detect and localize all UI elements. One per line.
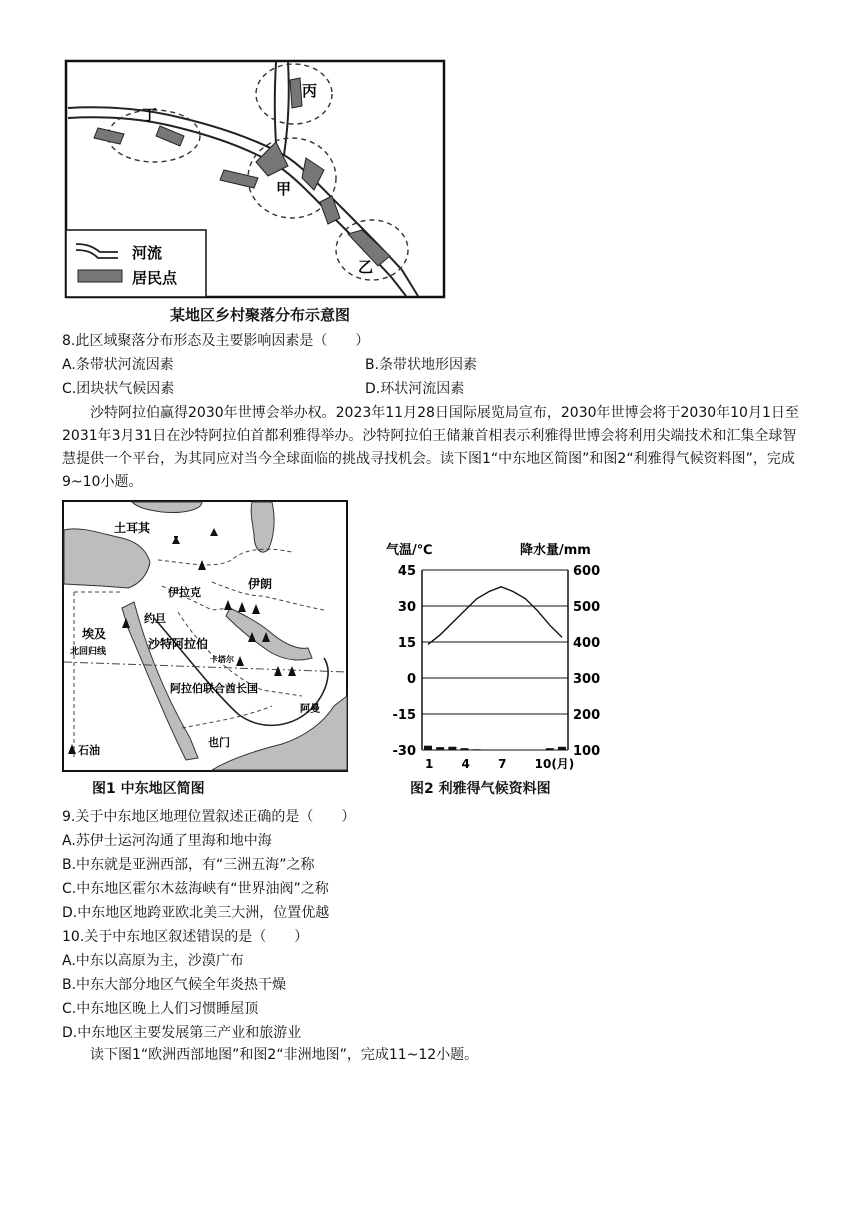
precip-bar	[436, 747, 444, 750]
left-tick-label: 45	[397, 564, 416, 579]
left-tick-label: 30	[397, 600, 416, 615]
right-tick-label: 300	[573, 672, 601, 687]
q10-stem: 10.关于中东地区叙述错误的是（ ）	[62, 929, 309, 945]
legend-settlement: 居民点	[132, 269, 178, 287]
q9-option-b: B.中东就是亚洲西部，有“三洲五海”之称	[62, 857, 315, 873]
settlement-figure	[62, 58, 448, 300]
precip-bar	[448, 747, 456, 750]
right-axis-title: 降水量/mm	[520, 543, 591, 558]
map-label-jordan: 约旦	[144, 612, 166, 625]
precip-bar	[424, 746, 432, 750]
left-tick-label: 0	[406, 672, 416, 687]
precip-bar	[558, 747, 566, 750]
middle-east-map	[62, 500, 348, 772]
intro-paragraph-1: 沙特阿拉伯赢得2030年世博会举办权。2023年11月28日国际展览局宣布，2030年世博会将于2030年10月1日至2031年3月31日在沙特阿拉伯首都利雅得举办。沙特阿拉伯王储兼首相表示利雅得世博会将利用尖端技术和汇集全球智慧提供一个平台，为其同应对当今全球面临的挑战寻找机会。读下图1“中东地区简图”和图2“利雅得气候资料图”，完成9~10小题。	[62, 405, 799, 490]
map-label-oman: 阿曼	[300, 704, 320, 715]
q9-option-d: D.中东地区地跨亚欧北美三大洲，位置优越	[62, 905, 330, 921]
right-tick-label: 600	[573, 564, 601, 579]
climate-figure	[380, 540, 620, 774]
q10-option-d: D.中东地区主要发展第三产业和旅游业	[62, 1025, 302, 1041]
map-label-iraq: 伊拉克	[168, 586, 201, 599]
climate-caption: 图2 利雅得气候资料图	[410, 781, 551, 797]
q9-option-c: C.中东地区霍尔木兹海峡有“世界油阀”之称	[62, 881, 329, 897]
right-tick-label: 200	[573, 708, 601, 723]
q8-option-d: D.环状河流因素	[365, 381, 465, 397]
map-caption: 图1 中东地区简图	[92, 781, 205, 797]
map-label-egypt: 埃及	[82, 627, 107, 641]
settlement-legend-icon	[78, 270, 122, 282]
q8-option-b: B.条带状地形因素	[365, 357, 478, 373]
label-bing: 丙	[302, 82, 318, 100]
map-oil-legend: 石油	[78, 744, 100, 757]
settlement-map	[62, 58, 448, 300]
label-jia: 甲	[276, 180, 292, 198]
map-label-yemen: 也门	[208, 736, 230, 749]
figure1-title: 某地区乡村聚落分布示意图	[170, 306, 351, 324]
map-label-uae: 阿拉伯联合酋长国	[170, 682, 258, 695]
map-label-turkey: 土耳其	[114, 521, 151, 535]
q10-option-c: C.中东地区晚上人们习惯睡屋顶	[62, 1001, 259, 1017]
q9-option-a: A.苏伊士运河沟通了里海和地中海	[62, 833, 272, 849]
precip-bar	[461, 748, 469, 750]
right-tick-label: 400	[573, 636, 601, 651]
x-tick-label: 10(月)	[534, 757, 575, 771]
temperature-line	[428, 587, 562, 645]
left-tick-label: 15	[397, 636, 416, 651]
q10-option-b: B.中东大部分地区气候全年炎热干燥	[62, 977, 287, 993]
label-yi: 乙	[358, 258, 374, 276]
right-tick-label: 100	[573, 744, 601, 759]
q8-option-c: C.团块状气候因素	[62, 381, 175, 397]
x-tick-label: 7	[498, 757, 507, 771]
right-tick-label: 500	[573, 600, 601, 615]
precip-bar	[546, 748, 554, 750]
map-label-qatar: 卡塔尔	[210, 655, 234, 664]
left-tick-label: -15	[392, 708, 416, 723]
climate-chart	[380, 540, 620, 774]
left-tick-label: -30	[392, 744, 416, 759]
x-tick-label: 4	[461, 757, 470, 771]
intro-paragraph-2: 读下图1“欧洲西部地图”和图2“非洲地图”，完成11~12小题。	[90, 1047, 479, 1063]
q9-stem: 9.关于中东地区地理位置叙述正确的是（ ）	[62, 809, 356, 825]
map-label-iran: 伊朗	[248, 577, 273, 591]
q8-stem: 8.此区域聚落分布形态及主要影响因素是（ ）	[62, 333, 370, 349]
map-label-tropic: 北回归线	[70, 647, 107, 657]
q10-option-a: A.中东以高原为主，沙漠广布	[62, 953, 244, 969]
middle-east-figure	[62, 500, 348, 772]
map-label-saudi: 沙特阿拉伯	[148, 637, 209, 651]
q8-option-a: A.条带状河流因素	[62, 357, 174, 373]
x-tick-label: 1	[425, 757, 434, 771]
left-axis-title: 气温/℃	[386, 543, 433, 558]
legend-river: 河流	[132, 244, 163, 262]
precip-bar	[473, 749, 481, 750]
label-ding: 丁	[142, 106, 158, 124]
